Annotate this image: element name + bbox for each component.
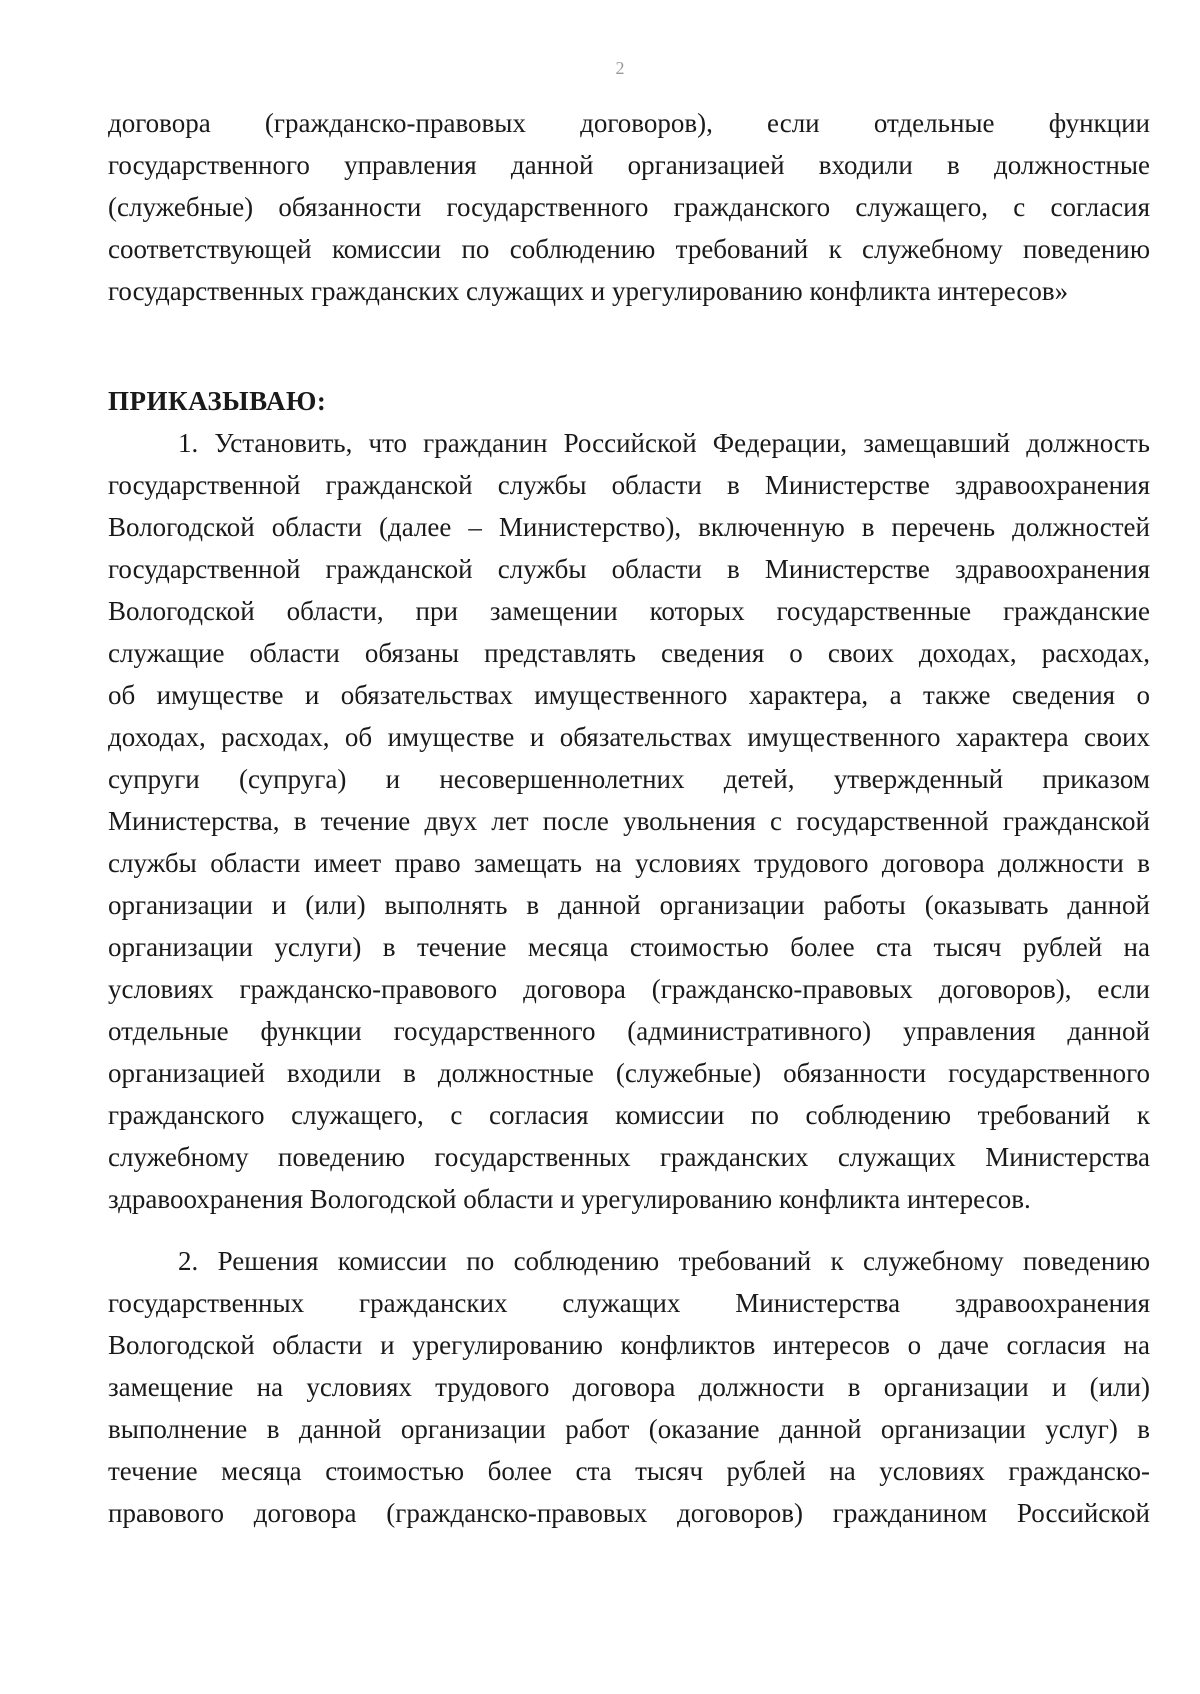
item1-line: здравоохранения Вологодской области и урегулированию конфликта интересов. (108, 1184, 1031, 1214)
item2-line: Вологодской области и урегулированию конфликтов интересов о даче согласия на (108, 1330, 1150, 1360)
item1-line: службы области имеет право замещать на условиях трудового договора должности в (108, 848, 1150, 878)
item1-line: доходах, расходах, об имуществе и обязательствах имущественного характера своих (108, 722, 1150, 752)
item1-line: организации услуги) в течение месяца стоимостью более ста тысяч рублей на (108, 932, 1150, 962)
item1-line: условиях гражданско-правового договора (гражданско-правовых договоров), если (108, 974, 1150, 1004)
item1-line: государственной гражданской службы области в Министерстве здравоохранения (108, 470, 1150, 500)
item2-line: 2. Решения комиссии по соблюдению требований к служебному поведению (178, 1246, 1150, 1276)
item1-line: гражданского служащего, с согласия комиссии по соблюдению требований к (108, 1100, 1150, 1130)
item1-line: отдельные функции государственного (административного) управления данной (108, 1016, 1150, 1046)
order-heading: ПРИКАЗЫВАЮ: (108, 386, 327, 416)
item2-line: течение месяца стоимостью более ста тысяч рублей на условиях гражданско- (108, 1456, 1150, 1486)
item1-line: супруги (супруга) и несовершеннолетних детей, утвержденный приказом (108, 764, 1150, 794)
intro-line: договора (гражданско-правовых договоров), если отдельные функции (108, 108, 1150, 138)
intro-line: государственного управления данной организацией входили в должностные (108, 150, 1150, 180)
item1-line: организации и (или) выполнять в данной организации работы (оказывать данной (108, 890, 1150, 920)
item2-line: государственных гражданских служащих Министерства здравоохранения (108, 1288, 1150, 1318)
item2-line: выполнение в данной организации работ (оказание данной организации услуг) в (108, 1414, 1150, 1444)
item2-line: правового договора (гражданско-правовых договоров) гражданином Российской (108, 1498, 1150, 1528)
intro-line: соответствующей комиссии по соблюдению требований к служебному поведению (108, 234, 1150, 264)
intro-line: (служебные) обязанности государственного гражданского служащего, с согласия (108, 192, 1150, 222)
page-number: 2 (615, 58, 625, 78)
intro-line: государственных гражданских служащих и урегулированию конфликта интересов» (108, 276, 1069, 306)
item1-line: государственной гражданской службы области в Министерстве здравоохранения (108, 554, 1150, 584)
item1-line: служебному поведению государственных гражданских служащих Министерства (108, 1142, 1150, 1172)
item1-line: Вологодской области (далее – Министерство), включенную в перечень должностей (108, 512, 1150, 542)
item2-line: замещение на условиях трудового договора должности в организации и (или) (108, 1372, 1150, 1402)
item1-line: организацией входили в должностные (служебные) обязанности государственного (108, 1058, 1150, 1088)
item1-line: Министерства, в течение двух лет после увольнения с государственной гражданской (108, 806, 1150, 836)
item1-line: Вологодской области, при замещении которых государственные гражданские (108, 596, 1150, 626)
item1-line: служащие области обязаны представлять сведения о своих доходах, расходах, (108, 638, 1150, 668)
item1-line: 1. Установить, что гражданин Российской Федерации, замещавший должность (178, 428, 1150, 458)
item1-line: об имуществе и обязательствах имущественного характера, а также сведения о (108, 680, 1150, 710)
